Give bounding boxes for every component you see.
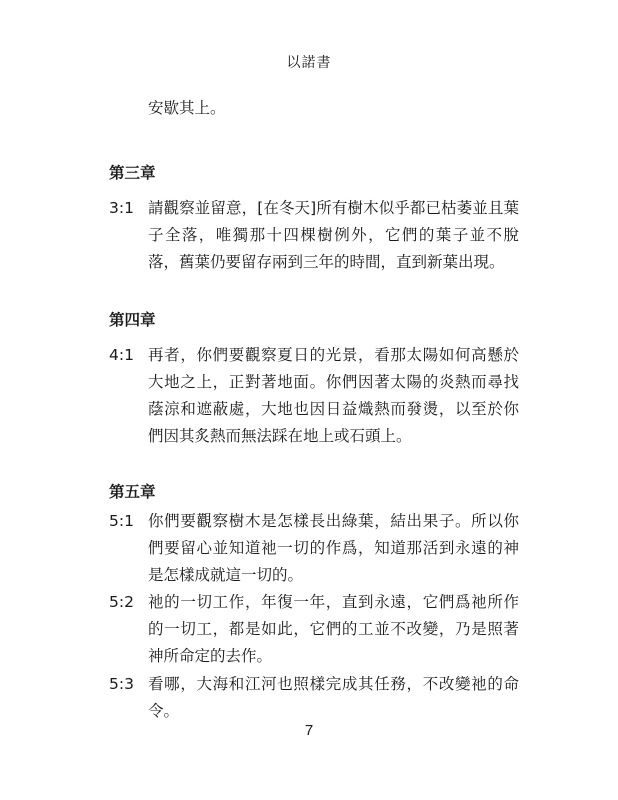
- verse-text: 你們要觀察樹木是怎樣長出綠葉，結出果子。所以你們要留心並知道祂一切的作爲，知道那活到永遠的神是怎樣成就這一切的。: [148, 512, 519, 584]
- verse-text: 看哪，大海和江河也照樣完成其任務，不改變祂的命令。: [148, 675, 519, 720]
- verse-number: 5:2: [109, 593, 134, 611]
- chapter-heading: 第四章: [109, 311, 156, 329]
- verse-number: 4:1: [109, 346, 134, 364]
- verse-number: 3:1: [109, 199, 134, 217]
- verse-text: 再者，你們要觀察夏日的光景，看那太陽如何高懸於大地之上，正對著地面。你們因著太陽的炎熱而尋找蔭涼和遮蔽處，大地也因日益熾熱而發燙，以至於你們因其炙熱而無法踩在地上或石頭上。: [148, 346, 519, 445]
- chapter-heading: 第三章: [109, 164, 156, 182]
- verse: [109, 508, 519, 589]
- running-head: 以諾書: [286, 55, 332, 71]
- verse-text: 請觀察並留意，[在冬天]所有樹木似乎都已枯萎並且葉子全落，唯獨那十四棵樹例外，它們的葉子並不脫落，舊葉仍要留存兩到三年的時間，直到新葉出現。: [148, 199, 519, 271]
- verse: [109, 671, 519, 725]
- verse: [109, 342, 519, 450]
- closing-line: 安歇其上。: [148, 99, 226, 117]
- verse-number: 5:3: [109, 675, 134, 693]
- verse: [109, 589, 519, 670]
- chapter-heading: 第五章: [109, 483, 156, 501]
- verse-text: 祂的一切工作，年復一年，直到永遠，它們爲祂所作的一切工，都是如此，它們的工並不改變，乃是照著神所命定的去作。: [148, 593, 519, 665]
- page-number: 7: [304, 722, 314, 739]
- verse: [109, 195, 519, 276]
- verse-number: 5:1: [109, 512, 134, 530]
